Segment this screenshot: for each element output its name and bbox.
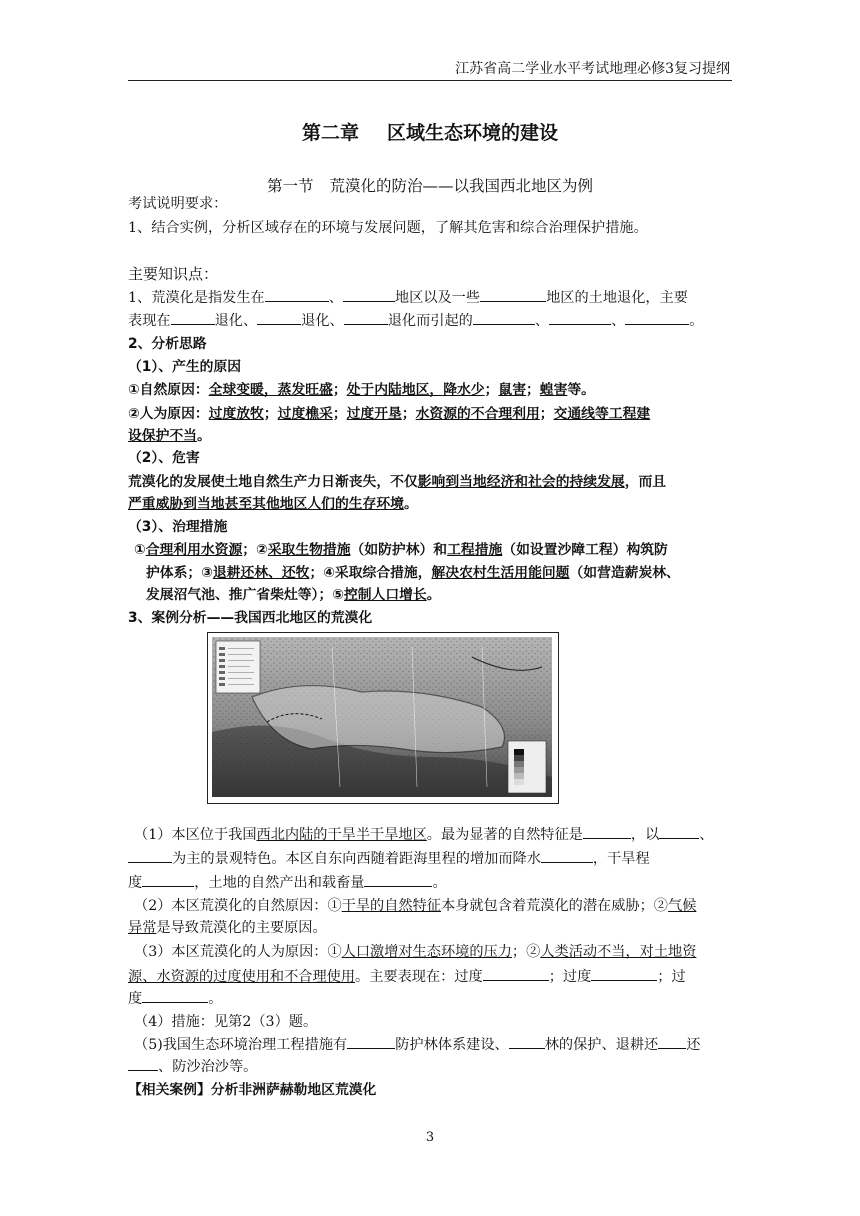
case-q1-line-3: 度 ，土地的自然产出和载畜量 。 bbox=[128, 872, 738, 893]
heading-case-analysis: 3、案例分析——我国西北地区的荒漠化 bbox=[128, 610, 373, 626]
case-q4: （4）措施：见第2（3）题。 bbox=[134, 1014, 318, 1030]
subheading-harm: （2）、危害 bbox=[128, 450, 200, 466]
requirements-label: 考试说明要求： bbox=[128, 196, 228, 212]
measures-line-3: 发展沼气池、推广省柴灶等）；⑤控制人口增长。 bbox=[146, 587, 441, 603]
case-q1-line-2: 为主的景观特色。本区自东向西随着距海里程的增加而降水 ，干旱程 bbox=[128, 848, 738, 869]
blank[interactable] bbox=[142, 872, 194, 887]
case-q5-line-2: 、防沙治沙等。 bbox=[128, 1056, 738, 1077]
chapter-title bbox=[0, 118, 860, 145]
related-case: 【相关案例】分析非洲萨赫勒地区荒漠化 bbox=[128, 1082, 377, 1098]
blank[interactable] bbox=[347, 1034, 395, 1049]
blank[interactable] bbox=[583, 824, 631, 839]
section-name: 荒漠化的防治——以我国西北地区为例 bbox=[329, 177, 594, 195]
header-rule bbox=[128, 80, 732, 81]
blank[interactable] bbox=[364, 872, 432, 887]
blank[interactable] bbox=[591, 966, 657, 981]
blank[interactable] bbox=[549, 310, 611, 325]
case-q3-line-1: （3）本区荒漠化的人为原因：①人口激增对生态环境的压力；②人类活动不当，对土地资 bbox=[134, 944, 697, 960]
question-1-line-2: 表现在 退化、 退化、 退化而引起的 、 、 。 bbox=[128, 310, 738, 331]
harm-line-2: 严重威胁到当地甚至其他地区人们的生存环境。 bbox=[128, 496, 418, 512]
case-q2-line-2: 异常是导致荒漠化的主要原因。 bbox=[128, 920, 327, 936]
blank[interactable] bbox=[142, 988, 208, 1003]
blank[interactable] bbox=[344, 310, 388, 325]
key-points-label: 主要知识点： bbox=[128, 265, 219, 283]
blank[interactable] bbox=[171, 310, 215, 325]
blank[interactable] bbox=[659, 824, 699, 839]
blank[interactable] bbox=[265, 287, 329, 302]
blank[interactable] bbox=[473, 310, 535, 325]
heading-analysis: 2、分析思路 bbox=[128, 336, 207, 352]
blank[interactable] bbox=[257, 310, 301, 325]
blank[interactable] bbox=[128, 1056, 158, 1071]
case-q2-line-1: （2）本区荒漠化的自然原因：①干旱的自然特征本身就包含着荒漠化的潜在威胁；②气候 bbox=[134, 898, 697, 914]
northwest-china-desertification-map bbox=[212, 637, 552, 797]
section-title bbox=[0, 174, 860, 196]
blank[interactable] bbox=[128, 848, 172, 863]
subheading-causes: （1）、产生的原因 bbox=[128, 359, 242, 375]
blank[interactable] bbox=[509, 1034, 545, 1049]
natural-causes: ①自然原因：全球变暖，蒸发旺盛；处于内陆地区，降水少；鼠害；蝗害等。 bbox=[128, 382, 595, 398]
section-number: 第一节 bbox=[266, 177, 314, 195]
blank[interactable] bbox=[625, 310, 689, 325]
case-q1-line-1: （1）本区位于我国西北内陆的干旱半干旱地区。最为显著的自然特征是 ，以 、 bbox=[134, 824, 744, 845]
human-causes-line-1: ②人为原因：过度放牧；过度樵采；过度开垦；水资源的不合理利用；交通线等工程建 bbox=[128, 406, 651, 422]
measures-line-1: ①合理利用水资源；②采取生物措施（如防护林）和工程措施（如设置沙障工程）构筑防 bbox=[134, 542, 668, 558]
case-q3-line-2: 源、水资源的过度使用和不合理使用。主要表现在：过度 ；过度 ；过 bbox=[128, 966, 738, 987]
human-causes-line-2: 设保护不当。 bbox=[128, 428, 211, 444]
subheading-measures: （3）、治理措施 bbox=[128, 519, 228, 535]
requirement-item: 1、结合实例，分析区域存在的环境与发展问题，了解其危害和综合治理保护措施。 bbox=[128, 220, 648, 236]
case-q3-line-3: 度 。 bbox=[128, 988, 738, 1009]
running-header: 江苏省高二学业水平考试地理必修3复习提纲 bbox=[455, 61, 730, 77]
harm-line-1: 荒漠化的发展使土地自然生产力日渐丧失，不仅影响到当地经济和社会的持续发展，而且 bbox=[128, 474, 667, 490]
case-q5-line-1: （5)我国生态环境治理工程措施有 防护林体系建设、 林的保护、退耕还 还 bbox=[134, 1034, 744, 1055]
blank[interactable] bbox=[658, 1034, 686, 1049]
blank[interactable] bbox=[483, 966, 549, 981]
blank[interactable] bbox=[480, 287, 546, 302]
chapter-number: 第二章 bbox=[301, 122, 359, 144]
question-1-line-1: 1、荒漠化是指发生在 、 地区以及一些 地区的土地退化，主要 bbox=[128, 287, 738, 308]
page-number: 3 bbox=[425, 1130, 435, 1145]
measures-line-2: 护体系；③退耕还林、还牧；④采取综合措施，解决农村生活用能问题（如营造薪炭林、 bbox=[146, 565, 680, 581]
blank[interactable] bbox=[343, 287, 395, 302]
chapter-name: 区域生态环境的建设 bbox=[387, 122, 559, 144]
blank[interactable] bbox=[541, 848, 593, 863]
